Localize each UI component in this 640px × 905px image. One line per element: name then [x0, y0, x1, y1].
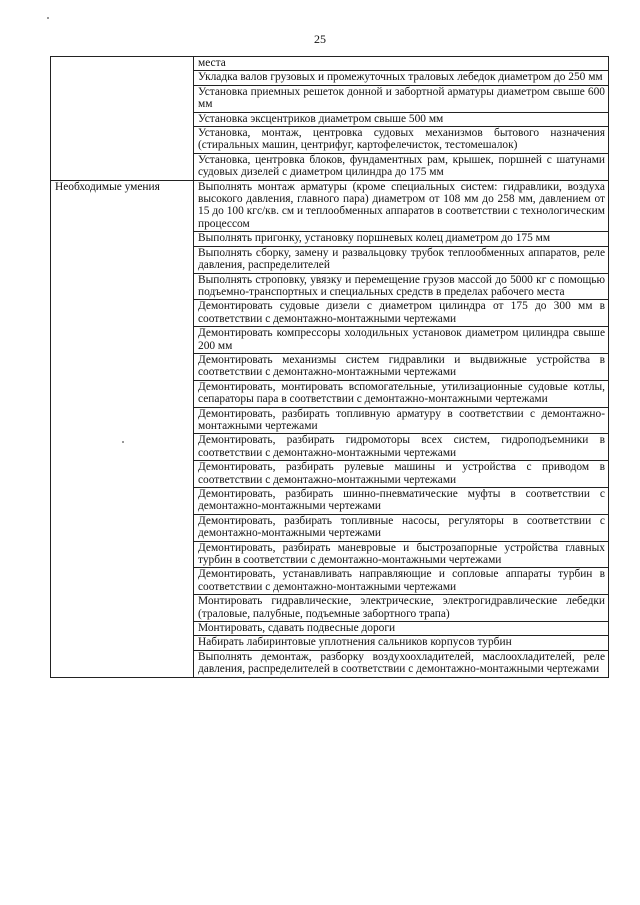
table-cell: Демонтировать, монтировать вспомогательные, утилизационные судовые котлы, сепараторы пара в соответствии с демонтажно-монтажными чертежами: [194, 380, 609, 407]
requirements-table: [50, 56, 609, 678]
table-cell: Демонтировать, разбирать гидромоторы всех систем, гидроподъемники в соответствии с демонтажно-монтажными чертежами: [194, 434, 609, 461]
table-cell: Демонтировать, устанавливать направляющие и сопловые аппараты турбин в соответствии с демонтажно-монтажными чертежами: [194, 568, 609, 595]
table-cell: Демонтировать судовые дизели с диаметром цилиндра от 175 до 300 мм в соответствии с демонтажно-монтажными чертежами: [194, 300, 609, 327]
table-cell: Установка приемных решеток донной и забортной арматуры диаметром свыше 600 мм: [194, 85, 609, 112]
table-cell: Выполнять монтаж арматуры (кроме специальных систем: гидравлики, воздуха высокого давления, главного пара) диаметром от 108 мм до 258 мм, давлением от 15 до 100 кгс/кв. см и теплообменных аппаратов в соответствии с технологическим процессом: [194, 180, 609, 232]
continued-label-cell: [51, 57, 194, 181]
table-row: [51, 57, 609, 71]
table-cell: Демонтировать, разбирать топливные насосы, регуляторы в соответствии с демонтажно-монтажными чертежами: [194, 514, 609, 541]
skills-label-cell: Необходимые умения: [51, 180, 194, 677]
table-cell: Монтировать, сдавать подвесные дороги: [194, 622, 609, 636]
table-cell: Выполнять сборку, замену и развальцовку трубок теплообменных аппаратов, реле давления, распределителей: [194, 246, 609, 273]
table-cell: Демонтировать, разбирать рулевые машины и устройства с приводом в соответствии с демонтажно-монтажными чертежами: [194, 461, 609, 488]
table-cell: Монтировать гидравлические, электрические, электрогидравлические лебедки (траловые, палубные, подъемные забортного трапа): [194, 595, 609, 622]
table-cell: Набирать лабиринтовые уплотнения сальников корпусов турбин: [194, 636, 609, 650]
table-cell: Демонтировать механизмы систем гидравлики и выдвижные устройства в соответствии с демонтажно-монтажными чертежами: [194, 353, 609, 380]
table-cell: Демонтировать, разбирать топливную арматуру в соответствии с демонтажно-монтажными чертежами: [194, 407, 609, 434]
table-cell: Выполнять пригонку, установку поршневых колец диаметром до 175 мм: [194, 232, 609, 246]
table-cell: Установка эксцентриков диаметром свыше 500 мм: [194, 112, 609, 126]
table-cell: Демонтировать компрессоры холодильных установок диаметром цилиндра свыше 200 мм: [194, 327, 609, 354]
table-cell: Демонтировать, разбирать шинно-пневматические муфты в соответствии с демонтажно-монтажными чертежами: [194, 488, 609, 515]
page-number: 25: [314, 32, 326, 46]
table-cell: Демонтировать, разбирать маневровые и быстрозапорные устройства главных турбин в соответствии с демонтажно-монтажными чертежами: [194, 541, 609, 568]
table-cell: Выполнять демонтаж, разборку воздухоохладителей, маслоохладителей, реле давления, распределителей в соответствии с демонтажно-монтажными чертежами: [194, 650, 609, 677]
table-cell: Установка, центровка блоков, фундаментных рам, крышек, поршней с шатунами судовых дизелей с диаметром цилиндра до 175 мм: [194, 153, 609, 180]
table-cell: места: [194, 57, 609, 71]
table-row: [51, 180, 609, 232]
scan-speck: [47, 17, 49, 19]
table-cell: Выполнять строповку, увязку и перемещение грузов массой до 5000 кг с помощью подъемно-транспортных и специальных средств в пределах рабочего места: [194, 273, 609, 300]
table-cell: Укладка валов грузовых и промежуточных траловых лебедок диаметром до 250 мм: [194, 71, 609, 85]
table-cell: Установка, монтаж, центровка судовых механизмов бытового назначения (стиральных машин, центрифуг, картофелечисток, тестомешалок): [194, 127, 609, 154]
